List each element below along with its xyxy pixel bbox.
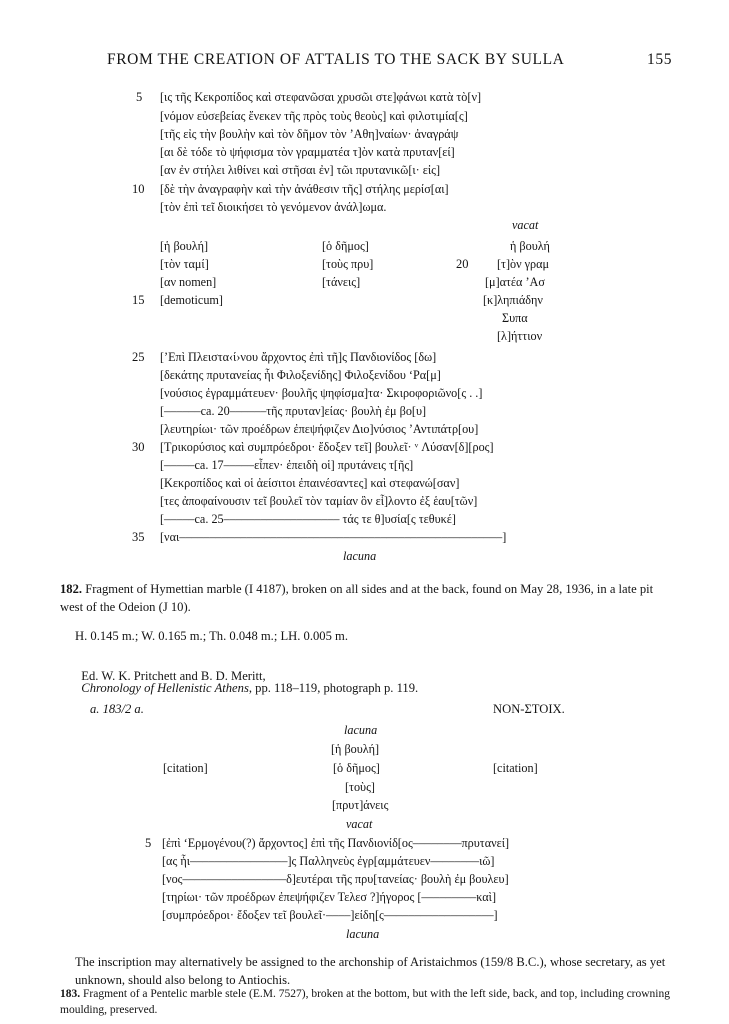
inscription-line: [νόμον εὐσεβείας ἕνεκεν τῆς πρὸς τοὺς θεοὺς] καὶ φιλοτιμία[ς] [160,109,468,123]
line-number: 35 [132,530,145,544]
line-number: 25 [132,350,145,364]
column-right-line: [λ]ήττιον [497,329,543,343]
inscription-line: [τὸν ἐπὶ τεῖ διοικήσει τὸ γενόμενον ἀνάλ]ωμα. [160,200,387,214]
inscription-line: [νούσιος ἐγραμμάτευεν· βουλῆς ψηφίσμα]τα· Σκιροφοριῶνο[ς . .] [160,386,483,400]
running-header: FROM THE CREATION OF ATTALIS TO THE SACK BY SULLA [107,51,565,68]
line-number: 20 [456,257,469,271]
inscription-line: [λευτηρίωι· τῶν προέδρων ἐπεψήφιζεν Διο]νύσιος ’Αντιπάτρ[ου] [160,422,479,436]
inscription-line: [ις τῆς Κεκροπίδος καὶ στεφανῶσαι χρυσῶι στε]φάνωι κατὰ τὸ[ν] [160,90,482,104]
column-right-line: ἡ βουλή [510,239,550,253]
line-number: 5 [136,90,143,104]
crown-line: [πρυτ]άνεις [332,798,389,812]
entry-number: 182. [60,582,83,596]
entry-description-text: Fragment of Hymettian marble (I 4187), broken on all sides and at the back, found on May 28, 1936, in a late pit west of the Odeion (J 10). [60,582,654,614]
entry-182-description [60,580,672,616]
inscription-line: [Τρικορύσιος καὶ συμπρόεδροι· ἔδοξεν τεῖ] βουλεῖ· ᵛ Λύσαν[δ][ρος] [160,440,494,454]
column-right-line: Συπα [502,311,528,325]
line-number: 15 [132,293,145,307]
vacat-label: vacat [512,218,539,232]
column-left-line: [demoticum] [160,293,223,307]
entry-description-text: Fragment of a Pentelic marble stele (E.M. 7527), broken at the bottom, but with the left side, back, and top, including crowning moulding, preserved. [60,988,670,1016]
crown-line: [ἡ βουλή] [331,742,380,756]
citation-right: [citation] [493,761,538,775]
entry-182-date: a. 183/2 a. [90,702,144,716]
vacat-label: vacat [346,817,373,831]
inscription-line: [τῆς εἰς τὴν βουλὴν καὶ τὸν δῆμον τὸν ’Αθη]ναίων· ἀναγράψ [160,127,459,141]
edition-prefix: Ed. W. K. Pritchett and B. D. Meritt, [81,668,266,683]
column-left-line: [αν nomen] [160,275,217,289]
edition-title: Chronology of Hellenistic Athens [81,681,249,696]
inscription-line: [––––––ca. 20––––––τῆς πρυταν]είας· βουλὴ ἐμ βο[υ] [160,404,427,418]
lacuna-label: lacuna [344,723,378,737]
entry-182-style: NON-ΣΤΟΙΧ. [493,702,565,716]
inscription-line: [τες ἀποφαίνουσιν τεῖ βουλεῖ τὸν ταμίαν ὃν εἷ]λοντο ἐξ ἑαυ[τῶν] [160,494,478,508]
inscription-line: [–––––ca. 17–––––εἶπεν· ἐπειδὴ οἱ] πρυτάνεις τ[ῆς] [160,458,414,472]
column-right-line: [τ]ὸν γραμ [497,257,550,271]
inscription-line: [ἐπὶ ‘Ερμογένου(?) ἄρχοντος] ἐπὶ τῆς Πανδιονίδ[ος––––––––πρυτανεί] [162,836,510,850]
column-left-line: [τὸν ταμί] [160,257,209,271]
inscription-line: [συμπρόεδροι· ἔδοξεν τεῖ βουλεῖ·––––]είδη[ς––––––––––––––––––] [162,908,498,922]
inscription-line: [νος–––––––––––––––––δ]ευτέραι τῆς πρυ[τανείας· βουλὴ ἐμ βουλευ] [162,872,509,886]
column-right-line: [κ]ληπιάδην [483,293,543,307]
inscription-line: [ας ἧι––––––––––––––––]ς Παλληνεὺς ἐγρ[αμμάτευεν––––––––ιῶ] [162,854,495,868]
inscription-line: [αν ἐν στήλει λιθίνει καὶ στῆσαι ἐν] τῶι πρυτανικῶ[ι· εἰς] [160,163,441,177]
entry-number: 183. [60,988,81,1000]
entry-183-description [60,986,672,1018]
inscription-line: [Κεκροπίδος καὶ οἱ ἀείσιτοι ἐπαινέσαντες] καὶ στεφανώ[σαν] [160,476,460,490]
column-left-line: [ἡ βουλή] [160,239,209,253]
inscription-line: [δὲ τὴν ἀναγραφὴν καὶ τὴν ἀνάθεσιν τῆς] στήλης μερίσ[αι] [160,182,449,196]
column-mid-line: [τάνεις] [322,275,361,289]
line-number: 30 [132,440,145,454]
entry-182-note: The inscription may alternatively be assigned to the archonship of Aristaichmos (159/8 B.C.), whose secretary, as yet unknown, should also belong to Antiochis. [75,955,666,987]
inscription-line: [τηρίωι· τῶν προέδρων ἐπεψήφιζεν Τελεσ ?]ήγορος [–––––––––καὶ] [162,890,497,904]
inscription-line: [ναι–––––––––––––––––––––––––––––––––––––––––––––––––––––] [160,530,507,544]
citation-left: [citation] [163,761,208,775]
entry-182-dimensions: H. 0.145 m.; W. 0.165 m.; Th. 0.048 m.; LH. 0.005 m. [75,629,348,643]
crown-line: [τοὺς] [345,780,375,794]
column-right-line: [μ]ατέα ’Ασ [485,275,545,289]
inscription-line: [δεκάτης πρυτανείας ἧι Φιλοξενίδης] Φιλοξενίδου ‘Ρα[μ] [160,368,441,382]
column-mid-line: [τοὺς πρυ] [322,257,374,271]
lacuna-label: lacuna [346,927,380,941]
inscription-line: [αι δὲ τόδε τὸ ψήφισμα τὸν γραμματέα τ]ὸν κατὰ πρυταν[εί] [160,145,455,159]
lacuna-label: lacuna [343,549,377,563]
edition-suffix: , pp. 118–119, photograph p. 119. [248,681,419,696]
line-number: 10 [132,182,145,196]
page-number: 155 [647,51,673,68]
crown-line: [ὁ δῆμος] [333,761,380,775]
inscription-line: [–––––ca. 25––––––––––––––––––– τάς τε θ]υσία[ς τεθυκέ] [160,512,456,526]
entry-182-edition [75,657,418,695]
column-mid-line: [ὁ δῆμος] [322,239,369,253]
inscription-line: [’Επὶ Πλειστα‹ί›νου ἄρχοντος ἐπὶ τῆ]ς Πανδιονίδος [δω] [160,350,437,364]
line-number: 5 [145,836,152,850]
